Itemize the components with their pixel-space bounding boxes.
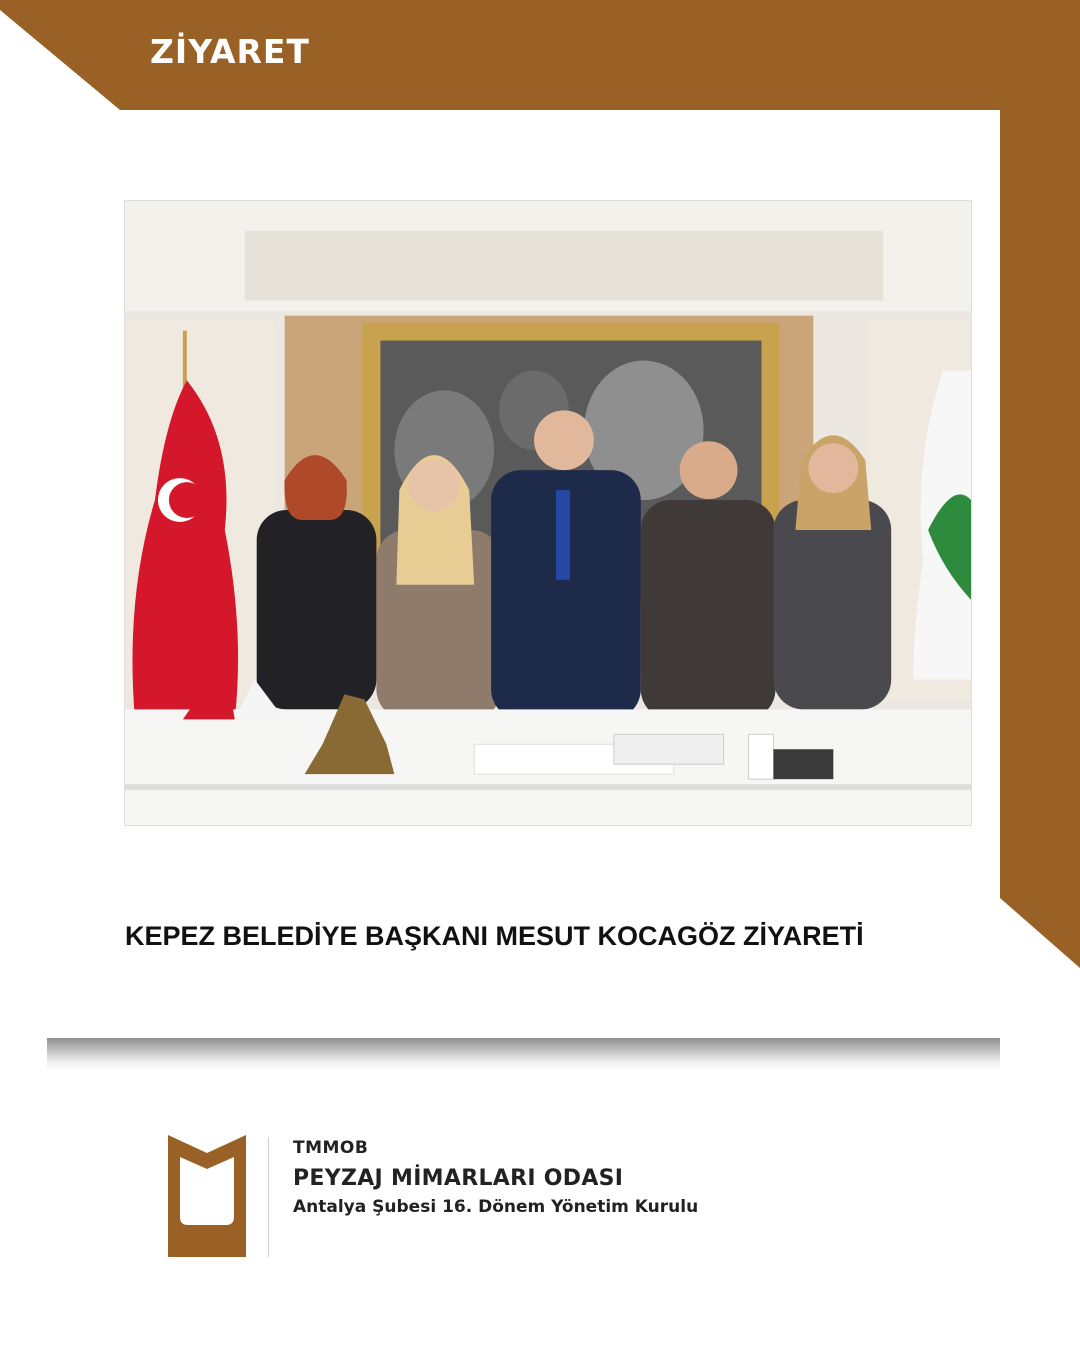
org-line-3: Antalya Şubesi 16. Dönem Yönetim Kurulu [293,1197,699,1217]
footer-separator [268,1137,269,1257]
chamber-logo [168,1135,246,1257]
org-line-2: PEYZAJ MİMARLARI ODASI [293,1166,624,1191]
organization-block [293,1138,698,1217]
divider [47,1038,1000,1070]
org-line-1: TMMOB [293,1138,369,1158]
headline: KEPEZ BELEDİYE BAŞKANI MESUT KOCAGÖZ ZİYARETİ [125,921,864,951]
group-photo [124,200,972,826]
header-label: ZİYARET [150,32,310,71]
